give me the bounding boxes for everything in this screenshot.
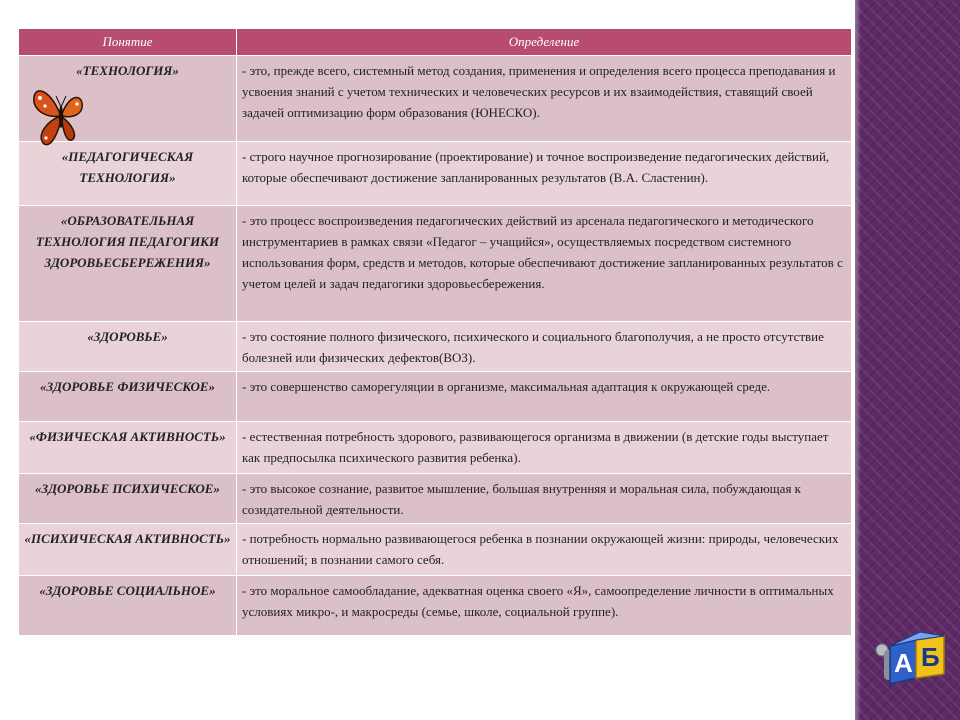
definition-cell: - это состояние полного физического, психического и социального благополучия, а не просто отсутствие болезней или физических дефектов(ВОЗ). — [237, 322, 852, 372]
table-row — [19, 56, 852, 142]
table-row — [19, 576, 852, 636]
definition-cell: - это, прежде всего, системный метод создания, применения и определения всего процесса преподавания и усвоения знаний с учетом технических и человеческих ресурсов и их взаимодействия, ставящий своей задачей оптимизацию форм образования (ЮНЕСКО). — [237, 56, 852, 142]
table-row — [19, 474, 852, 524]
definition-cell: - это высокое сознание, развитое мышление, большая внутренняя и моральная сила, побуждающая к созидательной деятельности. — [237, 474, 852, 524]
term-cell: «ТЕХНОЛОГИЯ» — [19, 56, 237, 142]
definition-cell: - это процесс воспроизведения педагогических действий из арсенала педагогического и методического инструментариев в рамках связи «Педагог – учащийся», осуществляемых посредством системного использования форм, средств и методов, которые обеспечивают достижение запланированных результатов с учетом целей и задач педагогики здоровьесбережения. — [237, 206, 852, 322]
definition-cell: - строго научное прогнозирование (проектирование) и точное воспроизведение педагогических действий, которые обеспечивают достижение запланированных результатов (В.А. Сластенин). — [237, 142, 852, 206]
term-cell: «ЗДОРОВЬЕ ПСИХИЧЕСКОЕ» — [19, 474, 237, 524]
term-cell: «ПСИХИЧЕСКАЯ АКТИВНОСТЬ» — [19, 524, 237, 576]
side-bar-highlight — [855, 0, 861, 720]
definitions-table — [18, 28, 852, 636]
alphabet-cube-logo — [870, 628, 948, 690]
term-cell: «ЗДОРОВЬЕ СОЦИАЛЬНОЕ» — [19, 576, 237, 636]
term-cell: «ОБРАЗОВАТЕЛЬНАЯ ТЕХНОЛОГИЯ ПЕДАГОГИКИ ЗДОРОВЬЕСБЕРЕЖЕНИЯ» — [19, 206, 237, 322]
definition-cell: - естественная потребность здорового, развивающегося организма в движении (в детские годы выступает как предпосылка психического развития ребенка). — [237, 422, 852, 474]
table-row — [19, 322, 852, 372]
logo-letter-b: Б — [921, 642, 940, 672]
definition-cell: - потребность нормально развивающегося ребенка в познании окружающей жизни: природы, человеческих отношений; в познании самого себя. — [237, 524, 852, 576]
table-header-row — [19, 29, 852, 56]
table-row — [19, 524, 852, 576]
term-cell: «ФИЗИЧЕСКАЯ АКТИВНОСТЬ» — [19, 422, 237, 474]
decorative-side-bar — [855, 0, 960, 720]
definition-cell: - это моральное самообладание, адекватная оценка своего «Я», самоопределение личности в оптимальных условиях микро-, и макросреды (семье, школе, социальной группе). — [237, 576, 852, 636]
term-cell: «ПЕДАГОГИЧЕСКАЯ ТЕХНОЛОГИЯ» — [19, 142, 237, 206]
table-row — [19, 142, 852, 206]
table-row — [19, 372, 852, 422]
header-definition: Определение — [237, 29, 852, 56]
table-row — [19, 206, 852, 322]
term-cell: «ЗДОРОВЬЕ ФИЗИЧЕСКОЕ» — [19, 372, 237, 422]
header-term: Понятие — [19, 29, 237, 56]
butterfly-icon — [30, 84, 88, 150]
term-cell: «ЗДОРОВЬЕ» — [19, 322, 237, 372]
definition-cell: - это совершенство саморегуляции в организме, максимальная адаптация к окружающей среде. — [237, 372, 852, 422]
table-row — [19, 422, 852, 474]
logo-letter-a: А — [894, 648, 913, 678]
